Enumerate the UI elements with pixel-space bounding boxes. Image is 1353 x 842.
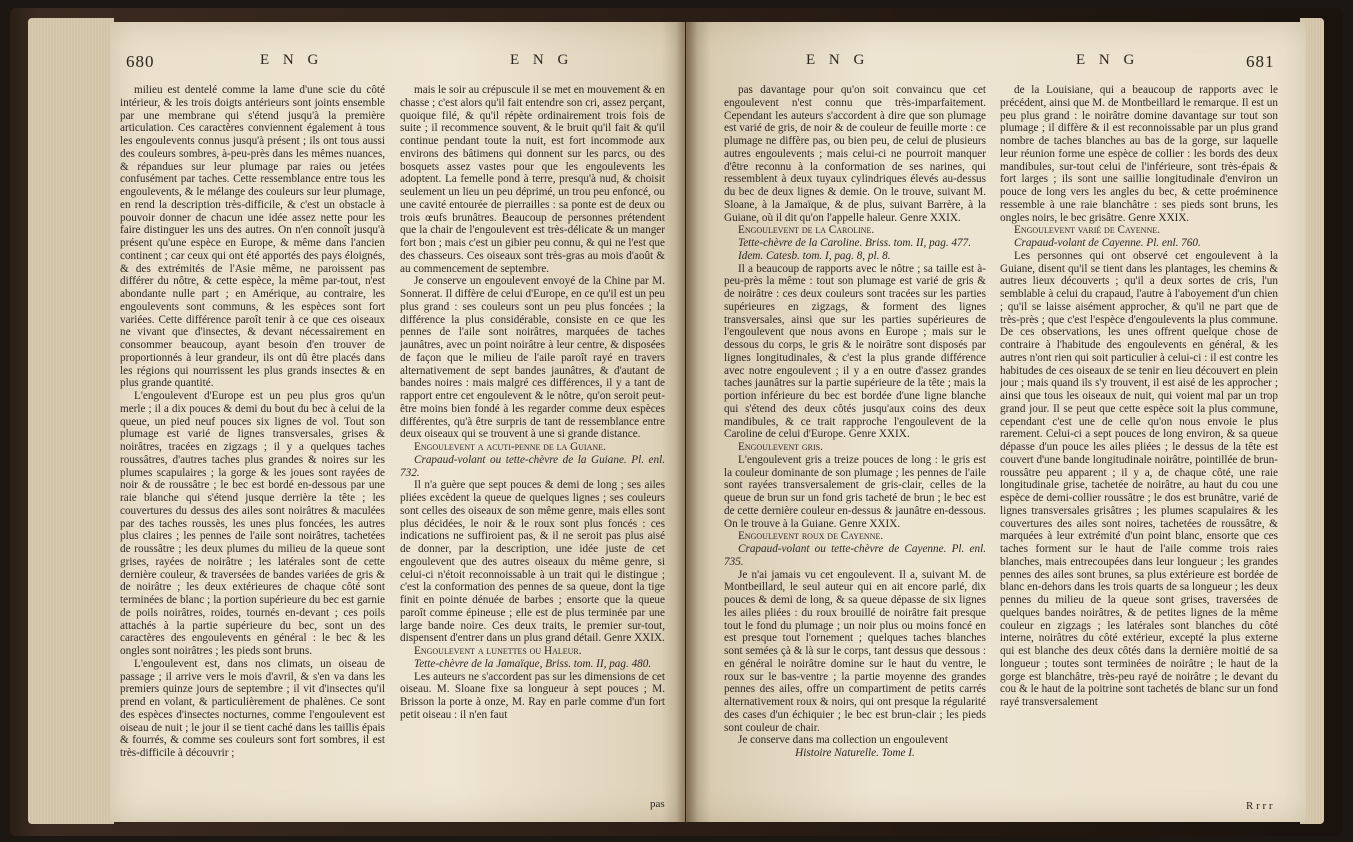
left-page xyxy=(110,22,685,822)
signature-line: Histoire Naturelle. Tome I. xyxy=(795,747,915,759)
left-page-edges xyxy=(28,18,114,824)
running-head: E N G xyxy=(510,52,574,68)
entry-heading: Engoulevent roux de Cayenne. xyxy=(738,530,884,543)
running-head: E N G xyxy=(260,52,324,68)
right-page-header xyxy=(686,52,1306,72)
paragraph: Les personnes qui ont observé cet engoulevent à la Guiane, disent qu'il se tient dans les plantages, les chemins & autres lieux découverts ; qu'il a deux sortes de cris, l'un semblable à celui du crapaud, l'autre à l'aboyement d'un chien ; qu'il se laisse aisément approcher, & qu'il ne part que de très-près ; que c'est l'espèce d'engoulevents la plus commune. De ces observations, les unes offrent quelque chose de contraire à l'habitude des engoulevents en général, & les autres n'ont rien qui soit particulier à celui-ci : il est contre les habitudes de ces oiseaux de se tenir en lieu découvert en plein jour ; mais quand ils s'y trouvent, il est aisé de les approcher ; ainsi que tous les oiseaux de nuit, qui voient mal par un trop grand jour. Il se peut que cette espèce soit la plus commune, cependant c'est une de celle qu'on nous envoie le plus rarement. Celui-ci a sept pouces de long environ, & sa queue dépasse d'un pouce les ailes pliées ; le dessus de la tête est couvert d'une bande longitudinale noirâtre, pointillée de brun-roussâtre peu apparent ; il y a, de chaque côté, une raie longitudinale grise, tachetée de noirâtre, au haut du cou une espèce de demi-collier roussâtre ; le dos est brunâtre, varié de lignes transversales grisâtres ; les plumes scapulaires & les couvertures des ailes sont noires, tachetées de roussâtre, & marquées à leur extrémité d'un point blanc, ensorte que ces taches forment sur le haut de l'aile comme trois raies blanches, mais entrecoupées dans leur longueur ; les grandes pennes des ailes sont brunes, sa plus extérieure est bordée de blanc en-dehors dans les trois quarts de sa longueur ; les deux pennes du milieu de la queue sont grises, traversées de quelques bandes noirâtres, & de petites lignes de la même couleur en zigzags ; les latérales sont blanches du côté interne, noirâtres du côté extérieur, excepté la plus externe qui est blanche des deux côtés dans la dernière moitié de sa longueur ; toutes sont terminées de noirâtre ; le haut de la gorge est blanchâtre, très-peu rayé de noirâtre ; le devant du cou & le haut de la poitrine sont tachetés de blanc sur un fond rayé transversalement xyxy=(1000,249,1278,708)
right-page-column-1 xyxy=(724,84,986,812)
entry-synonym: Crapaud-volant ou tette-chèvre de Cayenne. Pl. enl. 735. xyxy=(724,543,986,568)
entry-synonym: Tette-chèvre de la Caroline. Briss. tom. II, pag. 477. xyxy=(738,237,972,249)
entry-heading: Engoulevent varié de Cayenne. xyxy=(1014,224,1160,237)
paragraph: Il n'a guère que sept pouces & demi de long ; ses ailes pliées excèdent la queue de quelques lignes ; ses couleurs sont celles des oiseaux de son même genre, mais elles sont plus décidées, le noir & le roux sont plus foncés : ces indications ne suffiroient pas, & il ne seroit pas plus aisé de donner, par la description, une idée juste de cet engoulevent que des autres oiseaux du même genre, si celui-ci n'étoit reconnoissable à un trait qui le distingue ; c'est la conformation des pennes de sa queue, dont la tige finit en pointe dénuée de barbes ; ensorte que la queue paroît comme épineuse ; elle est de plus terminée par une large bande noire. Ces deux traits, le premier sur-tout, dispensent d'entrer dans un plus grand détail. Genre XXIX. xyxy=(400,479,665,645)
paragraph: mais le soir au crépuscule il se met en mouvement & en chasse ; c'est alors qu'il fait entendre son cri, assez perçant, quoique filé, & qu'il répète ordinairement trois fois de suite ; il recommence souvent, & le bruit qu'il fait & qu'il continue pendant toute la nuit, est fort incommode aux environs des bâtimens qui donnent sur les parcs, ou des bosquets assez vastes pour que les engoulevents les adoptent. La femelle pond à terre, presqu'à nud, & choisit seulement un lieu un peu déprimé, un trou peu enfoncé, ou une cavité entourée de pierrailles : sa ponte est de deux ou trois œufs brunâtres. Beaucoup de personnes prétendent que la chair de l'engoulevent est très-délicate & un manger fort bon ; mais c'est un gibier peu connu, & qui ne l'est que des chasseurs. Ces oiseaux sont très-gras au mois d'août & au commencement de septembre. xyxy=(400,84,665,275)
left-page-header xyxy=(110,52,685,72)
running-head: E N G xyxy=(1076,52,1140,68)
running-head: E N G xyxy=(806,52,870,68)
entry-heading: Engoulevent gris. xyxy=(738,441,823,453)
paragraph: L'engoulevent est, dans nos climats, un oiseau de passage ; il arrive vers le mois d'avril, & s'en va dans les premiers quinze jours de septembre ; il vit d'insectes qu'il prend en volant, & particulièrement de phalènes. Ce sont des espèces d'insectes nocturnes, comme l'engoulevent est oiseau de nuit ; le jour il se tient caché dans les taillis épais & fourrés, & comme ses couleurs sont fort sombres, il est très-difficile à découvrir ; xyxy=(120,657,385,759)
paragraph: Les auteurs ne s'accordent pas sur les dimensions de cet oiseau. M. Sloane fixe sa longueur à sept pouces ; M. Brisson la porte à onze, M. Ray en parle comme d'un fort petit oiseau : il n'en faut xyxy=(400,670,665,721)
paragraph: Je n'ai jamais vu cet engoulevent. Il a, suivant M. de Montbeillard, le seul auteur qui en ait encore parlé, dix pouces & demi de long, & sa queue dépasse de six lignes les ailes pliées : du roux brouillé de noirâtre fait presque tout le fond du plumage ; un noir plus ou moins foncé en est presque tout l'ornement ; quelques taches blanches sont semées çà & là sur le corps, tant dessus que dessous : en général le noirâtre domine sur le haut du ventre, le roux sur le bas-ventre ; la partie moyenne des grandes pennes des ailes, offre un compartiment de petits carrés alternativement roux & noirs, qui ont presque la régularité des cases d'un échiquier ; le bec est brun-clair ; les pieds sont couleur de chair. xyxy=(724,568,986,734)
paragraph: Je conserve dans ma collection un engoulevent xyxy=(738,734,949,747)
right-page xyxy=(686,22,1306,822)
entry-heading: Engoulevent a acuti-penne de la Guiane. xyxy=(414,441,606,453)
paragraph: Je conserve un engoulevent envoyé de la Chine par M. Sonnerat. Il diffère de celui d'Europe, en ce qu'il est un peu plus grand : ses couleurs sont un peu plus foncées ; la différence la plus considérable, consiste en ce que les pennes de l'aile sont noirâtres, marquées de taches jaunâtres, avec un point noirâtre à leur centre, & disposées de façon que le milieu de l'aile paroît rayé en travers alternativement de sept bandes jaunâtres, & d'autant de bandes noires : mais malgré ces différences, il y a tant de rapport entre cet engoulevent & le nôtre, qu'on seroit peut-être moins bien fondé à les regarder comme deux espèces différentes, qu'à être surpris de tant de ressemblance entre deux oiseaux qui se trouvent à une si grande distance. xyxy=(400,275,665,441)
paragraph: L'engoulevent gris a treize pouces de long : le gris est la couleur dominante de son plumage ; les pennes de l'aile sont rayées transversalement de gris-clair, celles de la queue de brun sur un fond gris tacheté de brun ; le bec est de cette dernière couleur en-dessus & jaunâtre en-dessous. On le trouve à la Guiane. Genre XXIX. xyxy=(724,453,986,530)
entry-synonym: Crapaud-volant de Cayenne. Pl. enl. 760. xyxy=(1014,237,1201,249)
paragraph: pas davantage pour qu'on soit convaincu que cet engoulevent n'est connu que très-imparfaitement. Cependant les auteurs s'accordent à dire que son plumage est varié de gris, de noir & de couleur de feuille morte : ce plumage ne diffère pas, ou bien peu, de celui de plusieurs autres engoulevents ; mais celui-ci ne pourroit manquer d'être reconnu à la conformation de ses narines, qui ressemblent à deux tuyaux cylindriques élevés au-dessus du bec de deux lignes & demie. On le trouve, suivant M. Sloane, à la Jamaïque, & de plus, suivant Barrère, à la Guiane, où il dit qu'on l'appelle haleur. Genre XXIX. xyxy=(724,84,986,224)
entry-synonym: Idem. Catesb. tom. I, pag. 8, pl. 8. xyxy=(738,249,891,262)
page-number: 681 xyxy=(1246,52,1275,71)
entry-heading: Engoulevent a lunettes ou Haleur. xyxy=(414,645,582,657)
left-page-column-1 xyxy=(120,84,385,812)
paragraph: Il a beaucoup de rapports avec le nôtre ; sa taille est à-peu-près la même : tout son plumage est varié de gris & de noirâtre : ces deux couleurs sont tracées sur les parties supérieures en zigzags, & forment des lignes transversales, ainsi que sur les parties supérieures de l'engoulevent que nous avons en Europe ; mais sur le dessous du corps, le gris & le noirâtre sont disposés par lignes longitudinales, & c'est la plus grande différence avec notre engoulevent ; il y a en outre d'assez grandes taches jaunâtres sur la partie supérieure de la tête ; mais la portion inférieure du bec est bordée d'une ligne blanche qui s'étend des deux côtés jusqu'aux coins des deux mandibules, & ce trait rapproche l'engoulevent de la Caroline de celui d'Europe. Genre XXIX. xyxy=(724,262,986,441)
left-page-column-2 xyxy=(400,84,665,812)
catchword: pas xyxy=(650,798,665,810)
paragraph: de la Louisiane, qui a beaucoup de rapports avec le précédent, ainsi que M. de Montbeillard le remarque. Il est un peu plus grand : le noirâtre domine davantage sur tout son plumage ; il diffère & il est reconnoissable par un plus grand nombre de taches blanches au bas de la gorge, sur laquelle leur réunion forme une espèce de collier : les bords des deux mandibules, sur-tout celui de l'inférieure, sont très-épais & fort larges ; ils sont une saillie longitudinale d'environ un pouce de long vers les angles du bec, & cette proéminence ressemble à une raie blanchâtre : ses pieds sont bruns, les ongles noirs, le bec grisâtre. Genre XXIX. xyxy=(1000,84,1278,224)
paragraph: milieu est dentelé comme la lame d'une scie du côté intérieur, & les trois doigts antérieurs sont joints ensemble par une membrane qui s'étend jusqu'à la première articulation. Ces caractères conviennent également à tous les engoulevents connus jusqu'à présent ; ils ont tous aussi des couleurs sombres, à-peu-près dans les mêmes nuances, & répandues sur leur plumage par raies ou jetées confusément par taches. Cette ressemblance entre tous les engoulevents, & le mélange des couleurs sur leur plumage, en rend la description très-difficile, & c'est un obstacle à pouvoir donner de chacun une idée assez nette pour les faire distinguer les uns des autres. On n'en connoît jusqu'à présent qu'une espèce en Europe, & même dans l'ancien continent ; car ceux qui ont été apportés des pays éloignés, & des extrémités de l'Asie même, ne paroissent pas différer du nôtre, & cette espèce, la même par-tout, n'est abondante nulle part ; en Amérique, au contraire, les engoulevents sont communs, & les espèces sont fort variées. Cette différence paroît tenir à ce que ces oiseaux ne vivant que d'insectes, & devant nécessairement en consommer beaucoup, ayant besoin d'en trouver de proportionnés à leur grandeur, ils ont dû être placés dans les régions qui nourrissent les plus grands insectes & en plus grande quantité. xyxy=(120,84,385,390)
entry-heading: Engoulevent de la Caroline. xyxy=(738,224,875,237)
entry-synonym: Tette-chèvre de la Jamaïque, Briss. tom. II, pag. 480. xyxy=(414,657,652,670)
right-page-column-2 xyxy=(1000,84,1278,812)
page-number: 680 xyxy=(126,52,155,71)
entry-synonym: Crapaud-volant ou tette-chèvre de la Guiane. Pl. enl. 732. xyxy=(400,453,665,479)
paragraph: L'engoulevent d'Europe est un peu plus gros qu'un merle ; il a dix pouces & demi du bout du bec à celui de la queue, un pied neuf pouces six lignes de vol. Tout son plumage est varié de lignes transversales, grises & noirâtres, tracées en zigzags ; il y a quelques taches roussâtres, d'autres taches plus grandes & noires sur les plumes scapulaires ; la gorge & les joues sont rayées de noir & de roussâtre ; le bec est bordé en-dessous par une raie blanche qui s'étend jusque derrière la tête ; les couvertures du dessus des ailes sont noirâtres & maculées par des taches roussès, les unes plus foncées, les autres plus claires ; les pennes de l'aile sont noirâtres, tachetées de roussâtre ; les deux plumes du milieu de la queue sont grises, rayées de noirâtre ; les latérales sont de cette dernière couleur, & traversées de bandes variées de gris & de noirâtre ; les deux extérieures de chaque côté sont terminées de blanc ; la portion supérieure du bec est garnie de poils noirâtres, roides, tournés en-devant ; ces poils attachés à la partie supérieure du bec, sont un des caractères des engoulevents en général : le bec & les ongles sont noirâtres ; les pieds sont bruns. xyxy=(120,390,385,657)
signature-mark: R r r r xyxy=(1246,800,1273,812)
